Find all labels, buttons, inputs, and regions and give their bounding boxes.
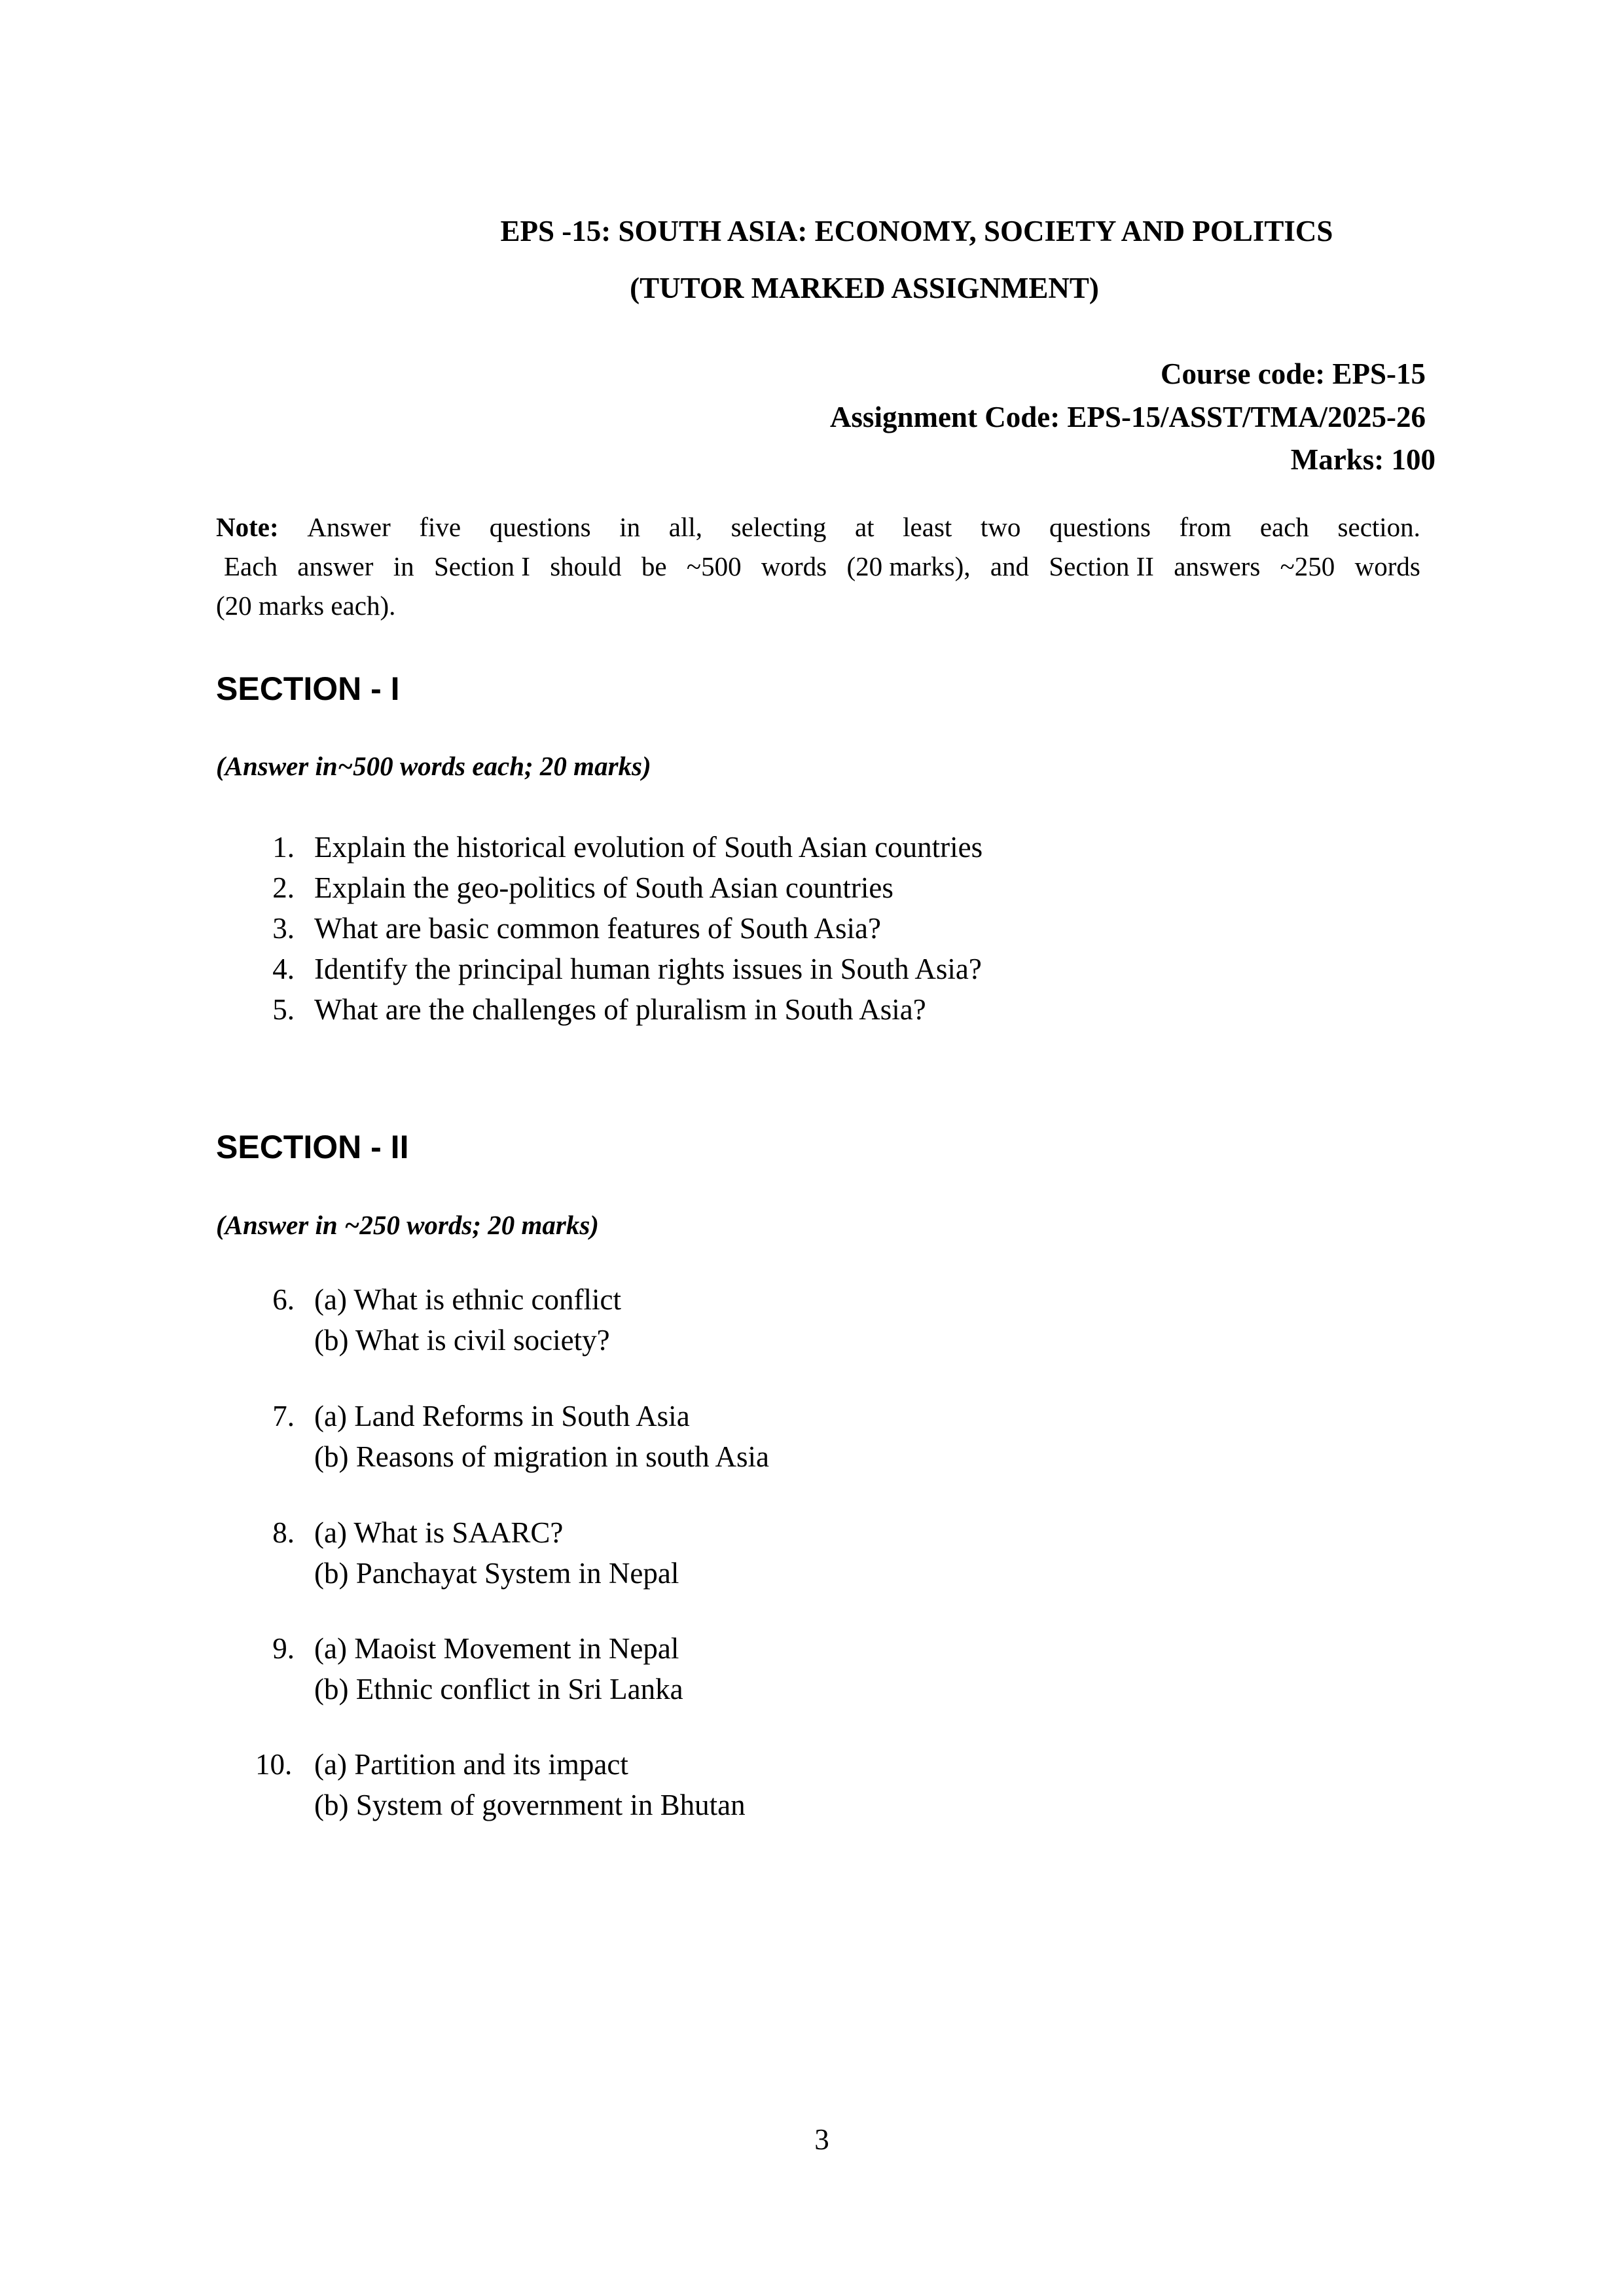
section-1-instruction: (Answer in~500 words each; 20 marks)	[216, 751, 651, 781]
course-code: Course code: EPS-15	[1161, 357, 1426, 390]
question-10	[255, 1744, 746, 1825]
question-number: 3.	[272, 912, 295, 945]
question-part-b: (b) Ethnic conflict in Sri Lanka	[314, 1673, 683, 1705]
question-8	[255, 1512, 679, 1594]
note-word: selecting	[731, 512, 827, 542]
question-number: 7.	[272, 1400, 295, 1432]
note-word: questions	[1049, 512, 1151, 542]
question-6	[255, 1279, 621, 1360]
list-item	[255, 908, 983, 949]
note-word: should	[550, 551, 622, 581]
note-word: words	[1354, 551, 1420, 581]
note-word: ~500	[686, 551, 742, 581]
assignment-code: Assignment Code: EPS-15/ASST/TMA/2025-26	[829, 401, 1426, 433]
section-2-heading: SECTION - II	[216, 1129, 409, 1165]
question-part-b: (b) System of government in Bhutan	[314, 1789, 746, 1821]
note-paragraph	[216, 507, 1420, 625]
question-number: 5.	[272, 993, 295, 1026]
note-word: Section I	[433, 551, 530, 581]
note-word: answers	[1174, 551, 1261, 581]
note-line-1	[216, 507, 1420, 547]
note-word: from	[1179, 512, 1232, 542]
note-word: two	[980, 512, 1021, 542]
question-part-a: (a) Maoist Movement in Nepal	[314, 1632, 679, 1665]
note-word: questions	[489, 512, 591, 542]
note-word: ~250	[1280, 551, 1335, 581]
question-text: What are the challenges of pluralism in South Asia?	[314, 993, 926, 1026]
note-word: Each	[224, 551, 278, 581]
note-word: Answer	[307, 512, 391, 542]
total-marks: Marks: 100	[1290, 443, 1435, 476]
note-word: section.	[1337, 512, 1420, 542]
question-part-a: (a) What is ethnic conflict	[314, 1283, 621, 1316]
list-item	[255, 989, 983, 1030]
list-item	[255, 827, 983, 867]
list-item	[255, 867, 983, 908]
question-text: Identify the principal human rights issues in South Asia?	[314, 953, 982, 985]
note-word: answer	[297, 551, 374, 581]
note-word: five	[419, 512, 461, 542]
note-word: in	[393, 551, 414, 581]
question-number: 9.	[272, 1632, 295, 1665]
question-number: 4.	[272, 953, 295, 985]
question-indent	[255, 1320, 314, 1360]
question-indent	[255, 1553, 314, 1594]
question-number: 8.	[272, 1516, 295, 1549]
question-9	[255, 1628, 683, 1709]
question-part-b: (b) Panchayat System in Nepal	[314, 1557, 679, 1590]
note-line-3: (20 marks each).	[216, 591, 396, 621]
question-indent	[255, 1785, 314, 1825]
note-word: all,	[668, 512, 702, 542]
question-part-b: (b) Reasons of migration in south Asia	[314, 1440, 769, 1473]
note-word: Section II	[1049, 551, 1154, 581]
question-number: 1.	[272, 831, 295, 864]
question-text: Explain the historical evolution of South Asian countries	[314, 831, 983, 864]
question-indent	[255, 1436, 314, 1477]
note-word: (20 marks),	[846, 551, 971, 581]
question-number: 6.	[272, 1283, 295, 1316]
section-1-heading: SECTION - I	[216, 670, 400, 707]
note-word: and	[990, 551, 1030, 581]
question-part-a: (a) Partition and its impact	[314, 1748, 628, 1781]
section-2-instruction: (Answer in ~250 words; 20 marks)	[216, 1210, 599, 1240]
note-word: words	[761, 551, 827, 581]
note-word: each	[1259, 512, 1309, 542]
document-subtitle: (TUTOR MARKED ASSIGNMENT)	[630, 272, 1099, 304]
note-line-2	[216, 547, 1420, 586]
question-part-a: (a) What is SAARC?	[314, 1516, 564, 1549]
note-word: be	[641, 551, 667, 581]
question-text: Explain the geo-politics of South Asian countries	[314, 871, 893, 904]
note-word: at	[854, 512, 875, 542]
section-1-question-list	[255, 827, 983, 1030]
note-word: in	[619, 512, 641, 542]
question-number: 2.	[272, 871, 295, 904]
note-label: Note:	[216, 512, 279, 542]
question-number: 10.	[255, 1748, 293, 1781]
document-title: EPS -15: SOUTH ASIA: ECONOMY, SOCIETY AND POLITICS	[500, 215, 1333, 247]
question-indent	[255, 1669, 314, 1709]
list-item	[255, 949, 983, 989]
question-text: What are basic common features of South Asia?	[314, 912, 881, 945]
question-7	[255, 1396, 769, 1477]
question-part-b: (b) What is civil society?	[314, 1324, 610, 1357]
question-part-a: (a) Land Reforms in South Asia	[314, 1400, 690, 1432]
page-number: 3	[814, 2123, 829, 2156]
note-word: least	[903, 512, 952, 542]
